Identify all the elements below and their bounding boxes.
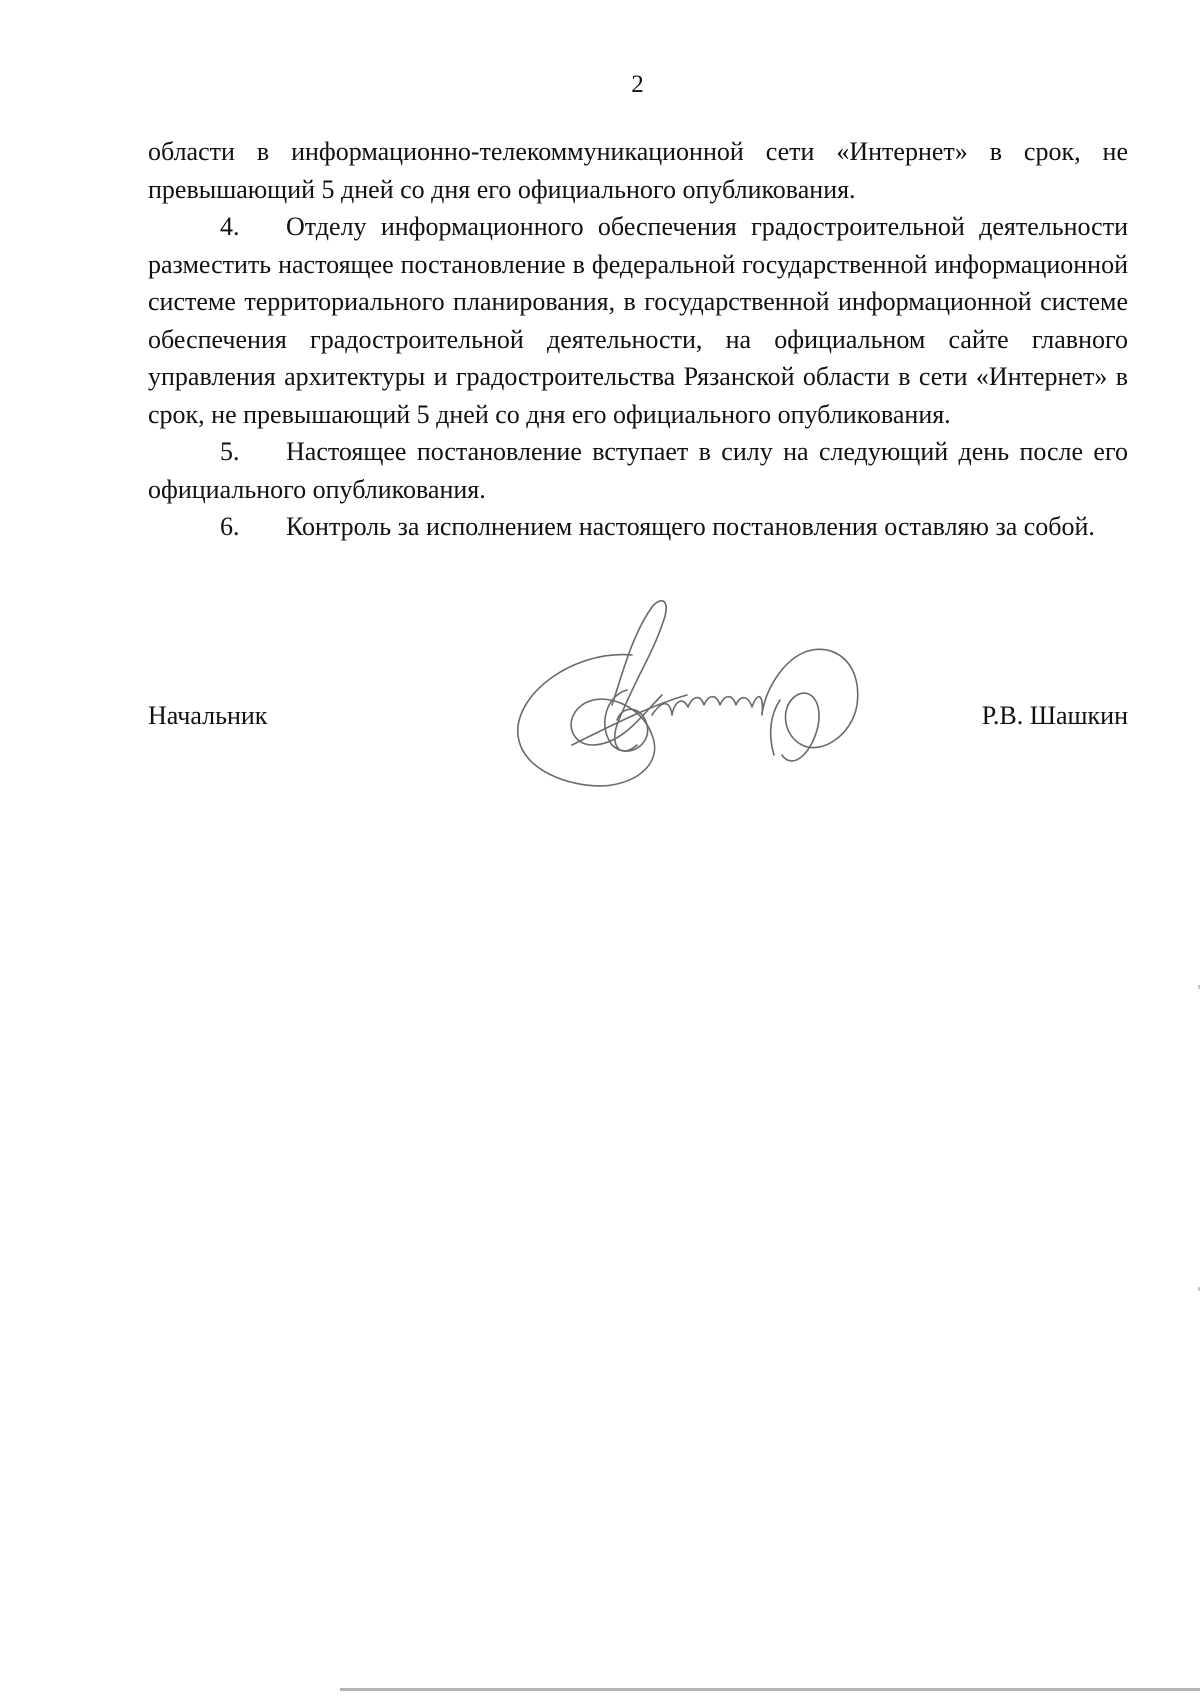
- signatory-position: Начальник: [148, 701, 268, 730]
- scan-edge-line: [340, 1688, 1200, 1691]
- paragraph-text: Отделу информационного обеспечения градостроительной деятельности разместить настоящее постановление в федеральной государственной информационной системе территориального планирования, в государственной информационной системе обеспечения градостроительной деятельности, на официальном сайте главного управления архитектуры и градостроительства Рязанской области в сети «Интернет» в срок, не превышающий 5 дней со дня его официального опубликования.: [148, 212, 1128, 429]
- handwritten-signature-icon: [512, 595, 882, 795]
- document-body: [148, 133, 1128, 546]
- paragraph-text: Контроль за исполнением настоящего постановления оставляю за собой.: [286, 512, 1095, 541]
- paragraph-number: 5.: [220, 437, 240, 466]
- paragraph-item-6: [148, 508, 1128, 546]
- signature-block: [148, 697, 1128, 737]
- paragraph-item-4: [148, 208, 1128, 433]
- paragraph-continued: [148, 133, 1128, 208]
- page-number: 2: [631, 71, 644, 98]
- paragraph-item-5: [148, 433, 1128, 508]
- paragraph-number: 4.: [220, 212, 240, 241]
- paragraph-text: области в информационно-телекоммуникационной сети «Интернет» в срок, не превышающий 5 дней со дня его официального опубликования.: [148, 137, 1128, 204]
- paragraph-number: 6.: [220, 512, 240, 541]
- paragraph-text: Настоящее постановление вступает в силу на следующий день после его официального опубликования.: [148, 437, 1128, 504]
- signatory-name: Р.В. Шашкин: [981, 701, 1128, 730]
